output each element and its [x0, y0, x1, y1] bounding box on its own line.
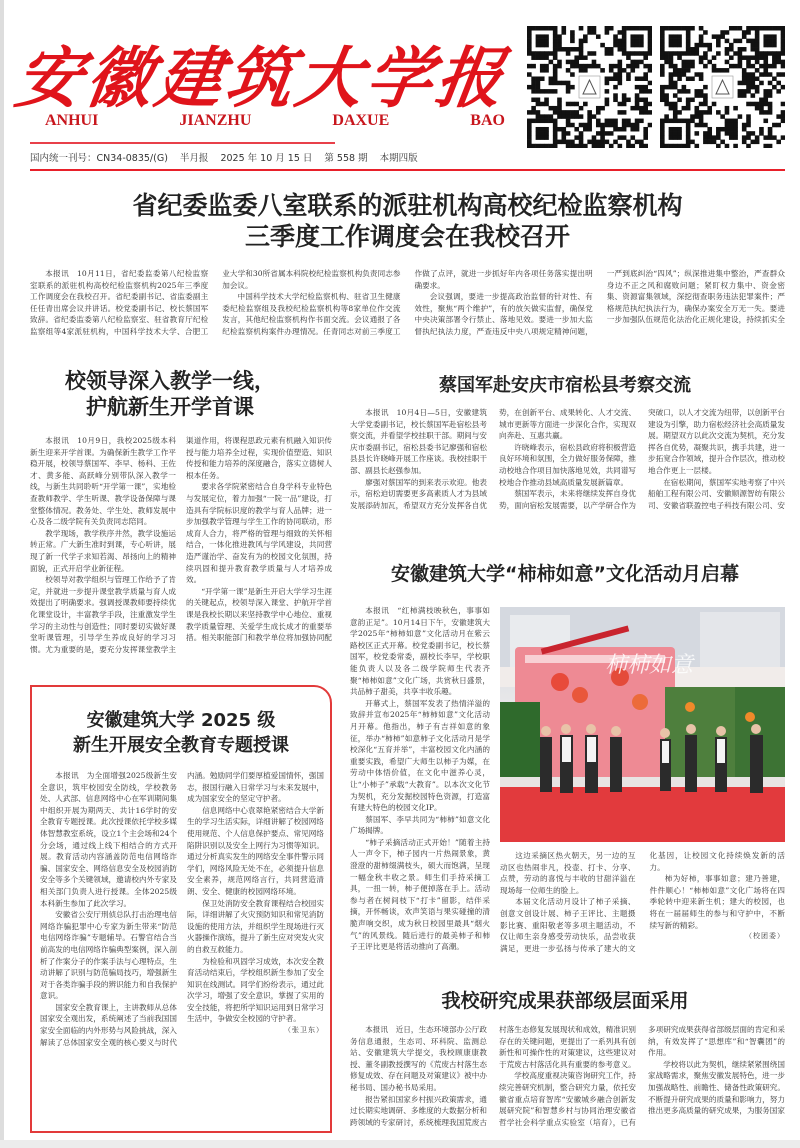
paragraph: 学校将以此为契机，继续紧紧围绕国家战略需求，聚焦安徽发展特色，进一步加强战略性、前瞻性、储备性政策研究。不断提升研究成果的质量和影响力，努力推出更多高质量的研究成果，为服务国家: [648, 1059, 785, 1116]
paragraph: 廖强对蔡国军的到来表示欢迎。他表示，宿松迫切需要更多高素质人才为县域发展添砖加瓦，希望双方充分发挥各自优势，在创新平台、成果转化、人才交流、城市更新等方面进一步深化合作，实现双向奔赴、互惠共赢。: [350, 408, 636, 510]
paragraph: 蔡国军、李早共同为“柿柿”如意文化广场揭牌。: [350, 814, 490, 836]
paragraph: 国家安全教育课上，主讲教师从总体国家安全观出发，系统阐述了当前我国国家安全面临的内外形势与风险挑战，深入解读了总体国家安全观的核心要义与时代内涵。勉励同学们要厚植爱国情怀，强国志，报国行融入日常学习与未来发展中，成为国家安全的坚定守护者。: [40, 771, 324, 1047]
article-body: [350, 407, 785, 522]
header-rule: [30, 169, 785, 171]
frequency: 半月报: [179, 153, 209, 164]
paragraph: “开学第一课”是新生开启大学学习生涯的关键起点，校领导深入课堂、护航开学首课是我校长期以来坚持教学中心地位、重视教学质量管理、关爱学生成长成才的重要举措。相关职能部门和教学单位将加强协同配: [186, 586, 332, 643]
paragraph: 安徽省公安厅刑侦总队打击治理电信网络诈骗犯罪中心专家为新生带来“防范电信网络诈骗”专题辅导。石警官结合当前高发的电信网络诈骗典型案例，深入剖析了作案分子的作案手法与心理特点，生动讲解了识别与防范骗局技巧，增强新生对于各类诈骗手段的辨识能力和自我保护意识。: [40, 910, 177, 1001]
paragraph: 信息网络中心袁翠艳紧密结合大学新生的学习生活实际，详细讲解了校园网络使用规范、个人信息保护要点、常见网络陷阱识别以及安全上网行为习惯等知识。通过分析真实发生的网络安全事件警示同学们，网络风险无处不在，必须提升信息安全素养，规范网络言行，共同营造清朗、安全、健康的校园网络环境。: [187, 805, 324, 896]
english-word: BAO: [470, 112, 505, 129]
paragraph: 本报讯 10月9日，我校2025级本科新生迎来开学首课。为确保新生教学工作平稳开展，校领导蔡国军、李早、杨科、王佐才、黄多能、高跃峰分别带队深入教学一线，与新生共同聆听“开学第一课”，实地检查教师教学、学生听课、教学设备保障与课堂整体情况。教务处、学生处、教师发展中心及各二级学院有关负责同志陪同。: [30, 436, 176, 527]
paragraph: 为检验和巩固学习成效，本次安全教育活动结束后，学校组织新生参加了安全知识在线测试。同学们纷纷表示，通过此次学习，增强了安全意识，掌握了实用的安全技能，将把所学知识运用到日常学习生活中，争做安全校园的守护者。: [187, 956, 324, 1024]
paragraph: 柿为好柿，事事如意；建乃善建，件件顺心！“柿柿如意”文化广场将在四季轮转中迎来新生机；建大的校园，也将在一届届师生的参与和守护中，不断续写新的精彩。: [649, 874, 785, 930]
english-word: ANHUI: [45, 112, 99, 129]
paragraph: 本报讯 近日，生态环境部办公厅政务信息通报，生态司、环科院、监测总站、安徽建筑大学提交，我校顾康康教授、董冬副教授撰写的《荒废古村落生态修复成效、存在问题及对策建议》被中办秘书局、国办秘书局采用。: [350, 1025, 487, 1092]
byline: （校团委）: [745, 932, 785, 941]
english-word: JIANZHU: [179, 112, 252, 129]
paragraph: 教学现场，教学秩序井然，教学设施运转正常。广大新生准时到课，专心听讲，展现了新一代学子求知若渴、昂扬向上的精神面貌，正式开启学业新征程。: [30, 528, 176, 573]
issue-date: 2025 年 10 月 15 日: [220, 153, 313, 164]
byline: （张卫东）: [284, 1026, 324, 1035]
article-headline: 校领导深入教学一线， 护航新生开学首课: [65, 369, 275, 420]
article-body: [500, 850, 785, 970]
paragraph: 本报讯 为全面增强2025级新生安全意识，筑牢校园安全防线，学校教务处、人武部、信息网络中心在军训期间集中组织开展为期两天、共计16学时的安全教育专题授课。此次授课依托学校多媒体智慧教室系统，设立1个主会场和24个分会场，通过线上线下相结合的方式开展。教育活动内容涵盖防范电信网络诈骗、国家安全、网络信息安全及校园消防安全等多个关键领域，邀请校内外专家及相关部门负责人进行授课。全体2025级本科新生参加了此次学习。: [40, 771, 177, 908]
paragraph: 校领导对教学组织与管理工作给予了肯定，并就进一步提升课堂教学质量与育人成效提出了明确要求。强调授课教师要持续优化课堂设计，丰富教学手段，注重激发学生学习的主动性与创造性；同时要切实做好课堂听课管理，引导学生养成良好的学习习惯。尤为重要的是，要充分发挥课堂教学主渠道作用，将课程思政元素有机融入知识传授与能力培养全过程，实现价值塑造、知识传授和能力培养的深度融合，落实立德树人根本任务。: [30, 436, 332, 654]
paragraph: 本届文化活动月设计了柿子采摘、创意文创设计展、柿子王评比、主题摄影比赛、重阳敬老等多项主题活动，不仅让师生亲身感受劳动快乐，品尝收获满足，更进一步弘扬与传承了建大的文化基因，让校园文化持续焕发新的活力。: [500, 851, 785, 953]
page-count: 本期四版: [379, 153, 418, 164]
article-headline: 省纪委监委八室联系的派驻机构高校纪检监察机构 三季度工作调度会在我校召开: [132, 191, 683, 252]
paragraph: 在宿松期间，蔡国军实地考察了中兴船舶工程有限公司、安徽顺源智纺有限公司、安徽省联盈控电子科技有限公司、安: [648, 477, 785, 510]
qr-code-icon[interactable]: [527, 26, 652, 148]
paragraph: 本报讯 10月11日，省纪委监委第八纪检监察室联系的派驻机构高校纪检监察机构2025年三季度工作调度会在我校召开。省纪委副书记、省监委副主任任青出席会议并讲话。校党委副书记、校长蔡国军致辞。省纪委监委第八纪检监察室、驻省教育厅纪检监察组等4家派驻机构，中国科学技术大学、合肥工业大学和30所省属本科院校纪检监察机构负责同志参加会议。: [30, 269, 401, 336]
masthead-english: [45, 112, 505, 130]
paragraph: 学校高度重视决策咨询研究工作，持续完善研究机制，整合研究力量，依托安徽省重点培育智库“安徽城乡融合创新发展研究院”和智慧乡村与协同治理安徽省哲学社会科学重点实验室（培育），已有多项研究成果获得省部级层面的肯定和采纳，有效发挥了“思想库”和“智囊团”的作用。: [499, 1025, 785, 1127]
article-body: [30, 268, 785, 344]
page-footer: [0, 1140, 800, 1148]
paragraph: 本报讯 “红柿满枝映秋色，事事如意韵正足”。10月14日下午，安徽建筑大学2025年“柿柿如意”文化活动月在紫云路校区正式开幕。校党委副书记，校长蔡国军，校党委常委，副校长李早，学校职能负责人以及各二级学院师生代表齐聚“柿柿如意”文化广场，共赏秋日盛景，共品柿子甜美，共享丰收乐趣。: [350, 606, 490, 697]
page-edge: [0, 0, 4, 1148]
paragraph: 开幕式上，蔡国军发表了热情洋溢的致辞并宣布2025年“柿柿如意”文化活动月开幕。他指出，柿子有吉祥如意的象征，举办“柿柿”如意柿子文化活动月是学校深化“五育并举”，丰富校园文化内涵的重要实践，希望广大师生以柿子为媒，在劳动中体悟价值，在文化中滋养心灵，让“小柿子”承载“大教育”。以本次文化节为契机，充分发掘校园特色资源，打造富有建大特色的校园文化IP。: [350, 698, 490, 813]
article-body: [30, 435, 332, 661]
masthead-logo: 安徽建筑大学报: [10, 39, 512, 117]
article-headline: 我校研究成果获部级层面采用: [441, 990, 689, 1012]
article-body: [40, 770, 324, 1127]
article-headline: 安徽建筑大学 2025 级 新生开展安全教育专题授课: [73, 710, 289, 757]
paragraph: 保卫处消防安全教育课程结合校园实际，详细讲解了火灾预防知识和常见消防设施的使用方法，并组织学生现场进行灭火器操作演练，提升了新生应对突发火灾的自救互救能力。: [187, 898, 324, 954]
paragraph: 本报讯 10月4日—5日，安徽建筑大学党委副书记，校长蔡国军赴宿松县考察交流，并看望学校挂职干部。期间与安庆市委副书记，宿松县委书记廖强和宿松县县长许晓峰开展工作座谈。我校挂职干部、副县长赵强参加。: [350, 408, 487, 475]
article-body: [350, 605, 490, 977]
event-photo: [500, 607, 785, 842]
paragraph: 蔡国军表示，未来将继续发挥自身优势，面向宿松发展需要，以产学研合作为突破口，以人才交流为纽带，以创新平台建设为引擎，助力宿松经济社会高质量发展。期望双方以此次交流为契机，充分发挥各自优势，凝聚共识，携手共建，进一步拓宽合作领域，提升合作层次，推动校地合作更上一层楼。: [499, 408, 785, 510]
qr-code-icon[interactable]: [660, 26, 785, 148]
article-headline: 蔡国军赴安庆市宿松县考察交流: [439, 375, 691, 396]
paragraph: 要求各学院紧密结合自身学科专业特色与发展定位，着力加强“一院一品”建设，打造具有学院标识度的教学与育人品牌；进一步加强教学管理与学生工作的协同联动，形成育人合力，将严格的管理与细致的关怀相结合，一体化推进教风与学风建设，共同营造严谨治学、奋发有为的校园文化氛围，持续巩固和提升教育教学质量与人才培养成效。: [186, 482, 332, 585]
article-body: [350, 1024, 785, 1132]
svg-text:柿柿如意: 柿柿如意: [605, 653, 694, 678]
masthead-rule: [30, 142, 335, 144]
serial-number: 国内统一刊号：CN34-0835/(G): [30, 153, 168, 164]
issue-info: [30, 150, 418, 164]
paragraph: 许晓峰表示，宿松县政府将积极营造良好环境和氛围，全力做好服务保障，推动校地合作项目加快落地见效，共同谱写校地合作推动县域高质量发展新篇章。: [499, 442, 636, 487]
paragraph: “柿子采摘活动正式开始！”随着主持人一声令下，柿子园内一片热闹景象，黄澄澄的甜柿缀满枝头，硕大而饱满，呈现一幅金秋丰收之景。师生们手持采摘工具，一扭一转，柿子便掉落在手上。活动参与者在树间枝下“打卡”留影，结伴采摘，开怀畅谈，欢声笑语与果实碰撞的清脆声响交织，成为秋日校园里最具“烟火气”的风景线。随后进行的最美柿子和柿子王评比更是将活动推向了高潮。: [350, 837, 490, 952]
issue-number: 第 558 期: [324, 153, 368, 164]
paragraph: 这边采摘区热火朝天，另一边的互动区也热闹非凡，投壶、打卡、分享、点赞，劳动的喜悦与丰收的甘甜洋溢在现场每一位师生的脸上。: [500, 851, 636, 895]
article-headline: 安徽建筑大学“柿柿如意”文化活动月启幕: [391, 563, 739, 585]
paragraph: 会议强调，要进一步提高政治监督的针对性、有效性，聚焦“两个维护”，有的放矢做实监督，确保党中央决策部署令行禁止、落地见效。要进一步加大监督执纪执法力度，严查违反中央八项规定精神问题，一严到底纠治“四风”；纵深推进集中整治，严查群众身边不正之风和腐败问题；紧盯权力集中、资金密集、资源富集领域，深挖彻查职务违法犯罪案件；严格规范执纪执法行为，确保办案安全万无一失。要进一步加强队伍规范化法治化正规化建设，持续抓实全: [414, 269, 785, 336]
english-word: DAXUE: [332, 112, 390, 129]
paragraph: 中国科学技术大学纪检监察机构、驻省卫生健康委纪检监察组及我校纪检监察机构等8家单位作交流发言，其他纪检监察机构作书面交流。会议通报了各纪检监察机构案件办理情况。任青同志对前三季度工作做了点评，就进一步抓好年内各项任务落实提出明确要求。: [222, 269, 593, 336]
paragraph: 报告紧扣国家乡村振兴政策需求，通过长期实地调研、多维度的大数据分析和跨领域的专家研讨，系统梳理我国荒废古村落生态修复发展现状和成效，精准识别存在的关键问题，更提出了一系列具有创新性和可操作性的对策建议，这些建议对于荒废古村落活化具有重要的参考意义。: [350, 1025, 636, 1127]
